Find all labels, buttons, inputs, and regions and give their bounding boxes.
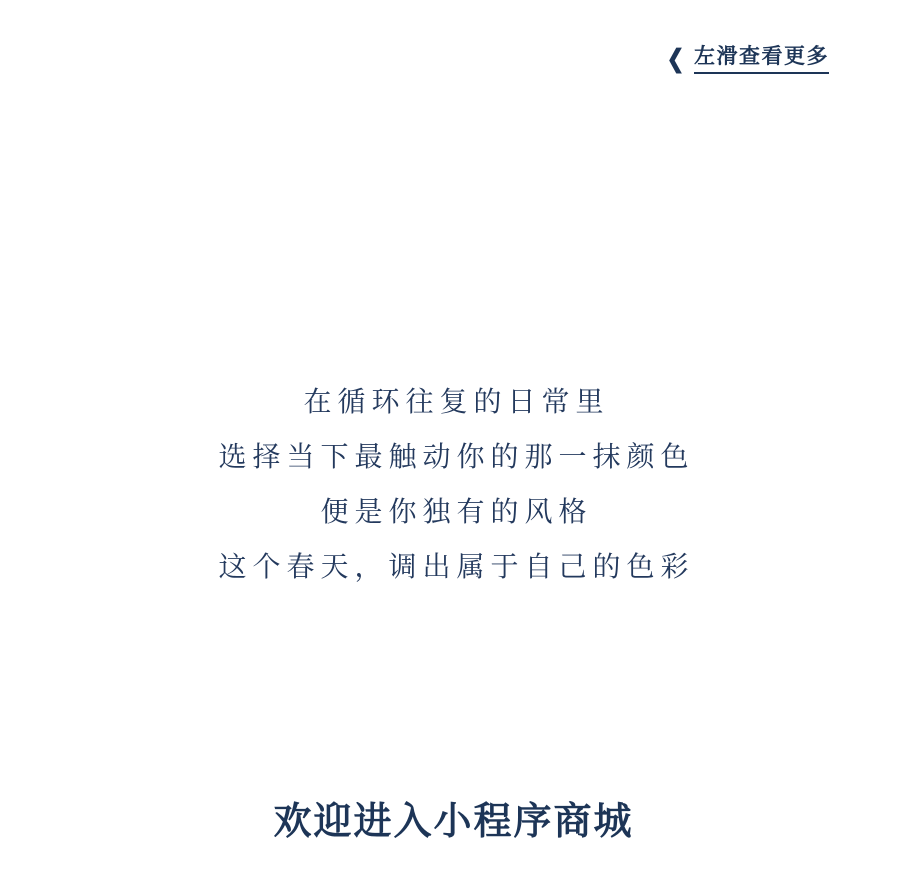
welcome-title: 欢迎进入小程序商城 bbox=[273, 798, 634, 843]
chevron-left-icon: ❮ bbox=[666, 44, 685, 73]
swipe-left-hint[interactable] bbox=[665, 44, 829, 74]
poem-line: 这个春天，调出属于自己的色彩 bbox=[218, 550, 695, 583]
poem-line: 选择当下最触动你的那一抹颜色 bbox=[218, 440, 695, 473]
swipe-left-hint-label: 左滑查看更多 bbox=[694, 44, 829, 74]
poem-block bbox=[0, 374, 907, 594]
poem-line: 在循环往复的日常里 bbox=[303, 385, 610, 418]
poem-line: 便是你独有的风格 bbox=[320, 495, 593, 528]
